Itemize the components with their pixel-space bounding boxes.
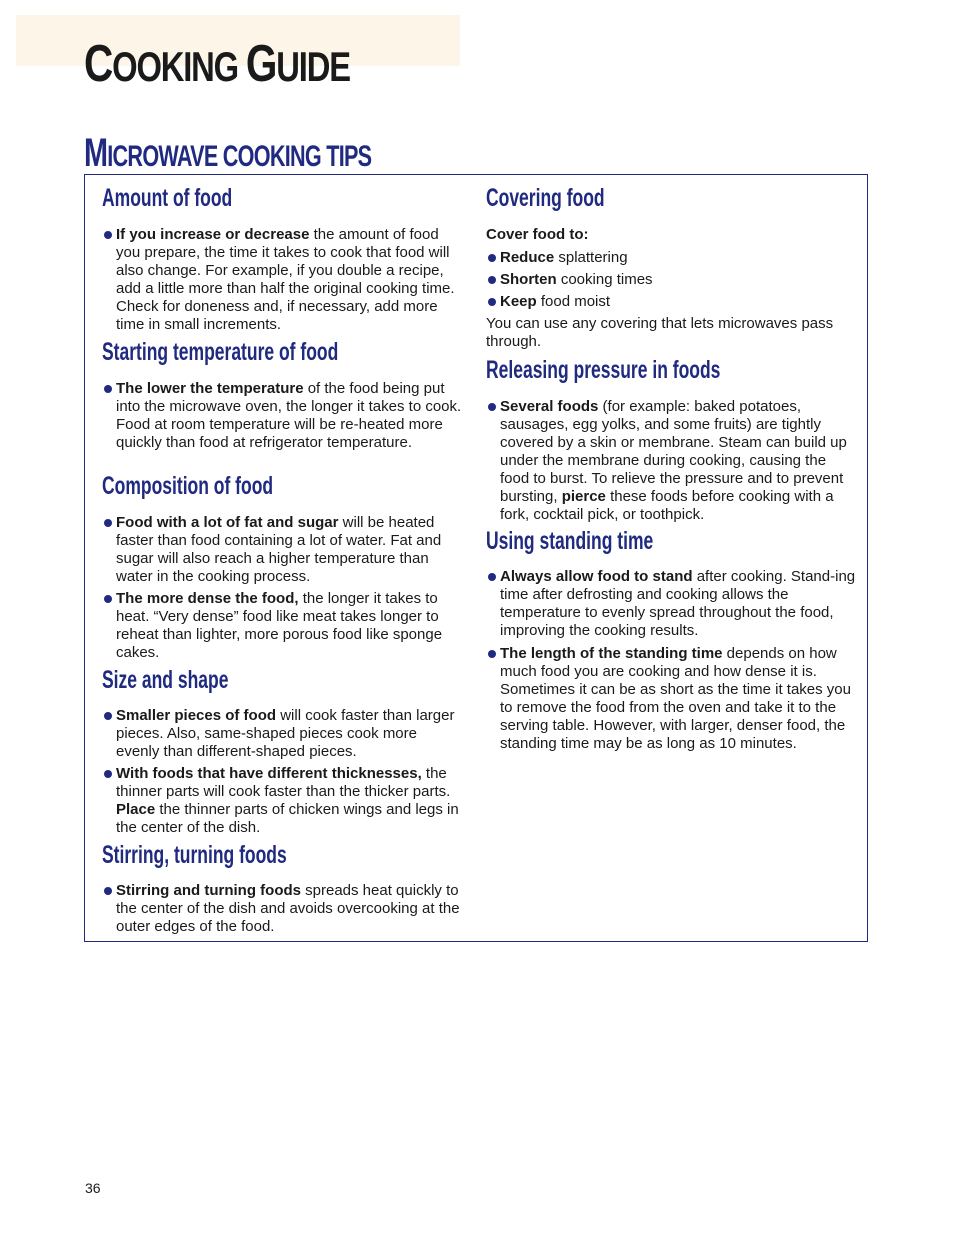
standing-time-section [486, 528, 856, 753]
size-and-shape-section [102, 667, 464, 837]
starting-temperature-heading: Starting temperature of food [102, 338, 339, 366]
list-item: If you increase or decrease the amount of food you prepare, the time it takes to cook that food will also change. For example, if you double a recipe, add a little more than half the original cooking time. Check for doneness and, if necessary, add more time in small increments. [102, 226, 464, 334]
tips-box [84, 174, 868, 942]
size-and-shape-heading: Size and shape [102, 666, 229, 694]
covering-food-heading: Covering food [486, 184, 605, 212]
list-item: Reduce splattering [486, 249, 856, 267]
standing-time-heading: Using standing time [486, 527, 654, 555]
list-item: The length of the standing time depends on how much food you are cooking and how dense it is. Sometimes it can be as short as the time it takes you to remove the food from the oven and take it to the serving table. However, with larger, denser food, the standing time may be as long as 10 minutes. [486, 645, 856, 753]
composition-heading: Composition of food [102, 472, 274, 500]
list-item: Shorten cooking times [486, 271, 856, 289]
composition-section [102, 473, 464, 662]
releasing-pressure-heading: Releasing pressure in foods [486, 356, 721, 384]
covering-intro: Cover food to: [486, 226, 589, 243]
list-item: Smaller pieces of food will cook faster than larger pieces. Also, same-shaped pieces cook more evenly than different-shaped pieces. [102, 707, 464, 761]
amount-of-food-section [102, 185, 464, 334]
list-item: Stirring and turning foods spreads heat quickly to the center of the dish and avoids overcooking at the outer edges of the food. [102, 882, 464, 936]
page-number: 36 [85, 1180, 101, 1196]
releasing-pressure-section [486, 357, 856, 524]
list-item: Keep food moist [486, 293, 856, 311]
section-title: MICROWAVE COOKING TIPS [84, 131, 372, 175]
list-item: Food with a lot of fat and sugar will be heated faster than food containing a lot of water. Fat and sugar will also reach a higher temperature than water in the cooking process. [102, 514, 464, 586]
covering-outro: You can use any covering that lets microwaves pass through. [486, 315, 834, 350]
list-item: Always allow food to stand after cooking. Stand-ing time after defrosting and cooking allows the temperature to evenly spread throughout the food, improving the cooking results. [486, 568, 856, 640]
amount-of-food-heading: Amount of food [102, 184, 233, 212]
stirring-heading: Stirring, turning foods [102, 841, 287, 869]
page-title: COOKING GUIDE [84, 35, 350, 93]
list-item: Several foods (for example: baked potatoes, sausages, egg yolks, and some fruits) are tightly covered by a skin or membrane. Steam can build up under the membrane during cooking, causing the food to burst. To relieve the pressure and to prevent bursting, pierce these foods before cooking with a fork, cocktail pick, or toothpick. [486, 398, 856, 524]
stirring-section [102, 842, 464, 936]
list-item: With foods that have different thicknesses, the thinner parts will cook faster than the thicker parts. Place the thinner parts of chicken wings and legs in the center of the dish. [102, 765, 464, 837]
covering-food-section [486, 185, 856, 351]
list-item: The more dense the food, the longer it takes to heat. “Very dense” food like meat takes longer to reheat than lighter, more porous food like sponge cakes. [102, 590, 464, 662]
list-item: The lower the temperature of the food being put into the microwave oven, the longer it takes to cook. Food at room temperature will be re-heated more quickly than food at refrigerator temperature. [102, 380, 464, 452]
starting-temperature-section [102, 339, 464, 452]
